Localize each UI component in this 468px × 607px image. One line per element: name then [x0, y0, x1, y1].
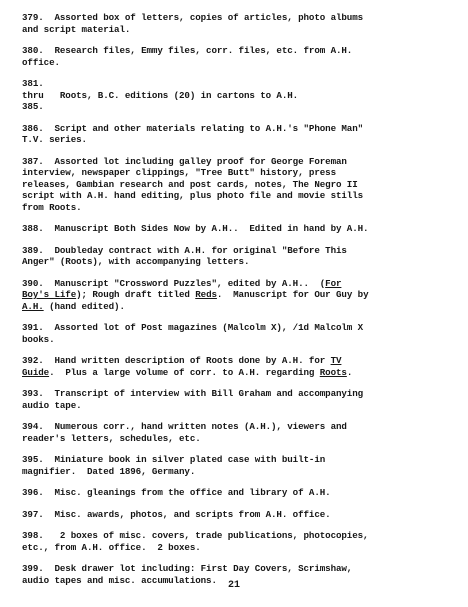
entry-390: 390. Manuscript "Crossword Puzzles", edited by A.H.. (For Boy's Life); Rough draft titled Reds. Manuscript for Our Guy by A.H. (hand edited).: [22, 277, 369, 312]
entry-399: 399. Desk drawer lot including: First Day Covers, Scrimshaw, audio tapes and misc. accumulations.: [22, 563, 353, 586]
entry-393: 393. Transcript of interview with Bill Graham and accompanying audio tape.: [22, 388, 364, 411]
entry-396: 396. Misc. gleanings from the office and library of A.H.: [22, 487, 331, 498]
underlined-title: Roots: [319, 366, 347, 378]
underlined-text: A.H.: [22, 300, 44, 312]
entry-391: 391. Assorted lot of Post magazines (Malcolm X), /1d Malcolm X books.: [22, 322, 364, 345]
entry-379: 379. Assorted box of letters, copies of articles, photo albums and script material.: [22, 12, 364, 35]
underlined-title: For Boy's Life: [22, 277, 342, 300]
entry-394: 394. Numerous corr., hand written notes (A.H.), viewers and reader's letters, schedules, etc.: [22, 421, 347, 444]
entry-397: 397. Misc. awards, photos, and scripts from A.H. office.: [22, 508, 331, 520]
entry-398: 398. 2 boxes of misc. covers, trade publications, photocopies, etc., from A.H. office. 2 boxes.: [22, 530, 369, 553]
item-list: [22, 12, 454, 586]
entry-386: 386. Script and other materials relating to A.H.'s "Phone Man" T.V. series.: [22, 122, 364, 145]
entry-389: 389. Doubleday contract with A.H. for original "Before This Anger" (Roots), with accompanying letters.: [22, 244, 347, 267]
entry-392: 392. Hand written description of Roots done by A.H. for TV Guide. Plus a large volume of corr. to A.H. regarding Roots.: [22, 355, 353, 378]
page-number: 21: [227, 580, 240, 591]
entry-395: 395. Miniature book in silver plated case with built-in magnifier. Dated 1896, Germany.: [22, 454, 326, 477]
underlined-title: Reds: [195, 289, 217, 300]
entry-387: 387. Assorted lot including galley proof for George Foreman interview, newspaper clippings, "Tree Butt" history, press releases, Gambian research and post cards, notes, The Negro II script with A.H. hand editing, plus photo file and movie stills from Roots.: [22, 155, 364, 213]
entry-381-385: 381. thru Roots, B.C. editions (20) in cartons to A.H. 385.: [22, 78, 299, 112]
entry-388: 388. Manuscript Both Sides Now by A.H.. Edited in hand by A.H.: [22, 223, 369, 234]
entry-380: 380. Research files, Emmy files, corr. files, etc. from A.H. office.: [22, 45, 353, 68]
underlined-title: TV Guide: [22, 355, 342, 378]
